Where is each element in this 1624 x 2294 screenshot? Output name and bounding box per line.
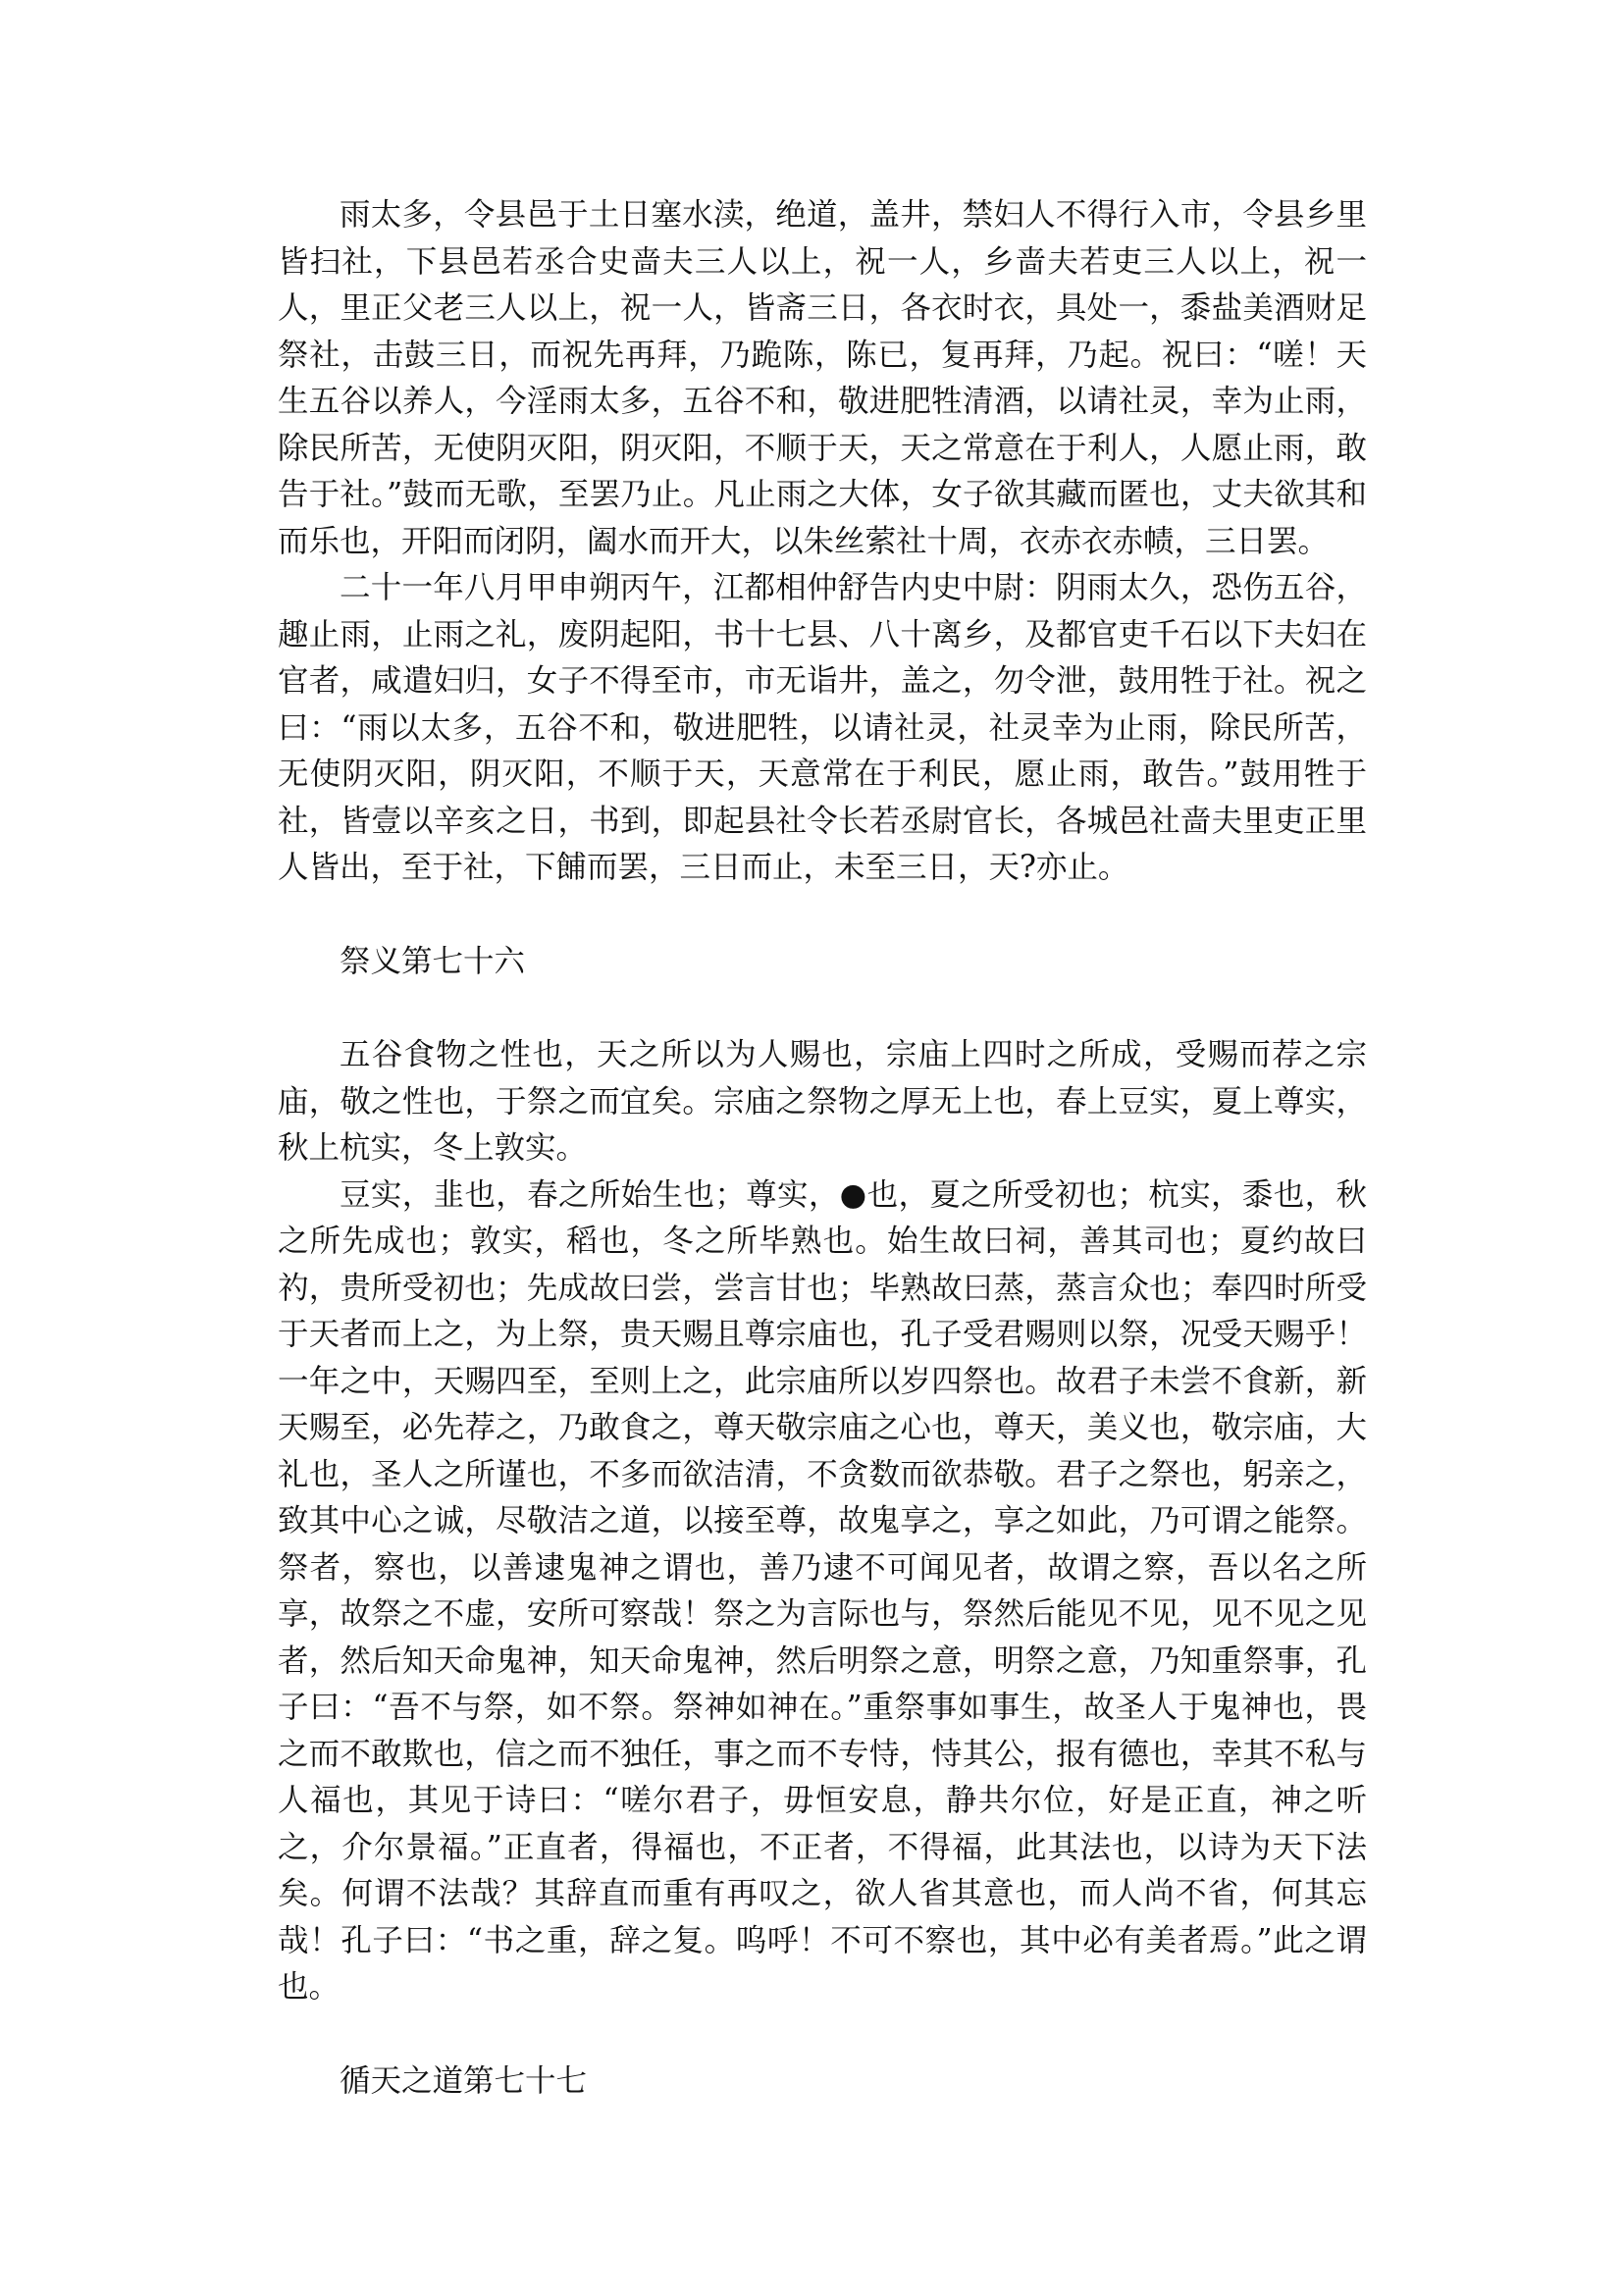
section-gap (278, 892, 1367, 939)
section-heading-xuntian: 循天之道第七十七 (340, 2062, 588, 2099)
paragraph-jiyi-1: 五谷食物之性也，天之所以为人赐也，宗庙上四时之所成，受赐而荐之宗庙，敬之性也，于祭之而宜矣。宗庙之祭物之厚无上也，春上豆实，夏上尊实，秋上杭实，冬上敦实。 (278, 1037, 1367, 1166)
paragraph-rain-stop-1: 雨太多，令县邑于土日塞水渎，绝道，盖井，禁妇人不得行入市，令县乡里皆扫社，下县邑若丞合史啬夫三人以上，祝一人，乡啬夫若吏三人以上，祝一人，里正父老三人以上，祝一人，皆斋三日，各衣时衣，具处一，黍盐美酒财足祭社，击鼓三日，而祝先再拜，乃跪陈，陈已，复再拜，乃起。祝曰：“嗟！天生五谷以养人，今淫雨太多，五谷不和，敬进肥牲清酒，以请社灵，幸为止雨，除民所苦，无使阴灭阳，阴灭阳，不顺于天，天之常意在于利人，人愿止雨，敢告于社。”鼓而无歌，至罢乃止。凡止雨之大体，女子欲其藏而匿也，丈夫欲其和而乐也，开阳而闭阴，阖水而开大，以朱丝萦社十周，衣赤衣赤帻，三日罢。 (278, 197, 1367, 559)
section-gap (278, 2011, 1367, 2059)
paragraph-rain-stop-2: 二十一年八月甲申朔丙午，江都相仲舒告内史中尉：阴雨太久，恐伤五谷，趣止雨，止雨之礼，废阴起阳，书十七县、八十离乡，及都官吏千石以下夫妇在官者，咸遣妇归，女子不得至市，市无诣井，盖之，勿令泄，鼓用牲于社。祝之曰：“雨以太多，五谷不和，敬进肥牲，以请社灵，社灵幸为止雨，除民所苦，无使阴灭阳，阴灭阳，不顺于天，天意常在于利民，愿止雨，敢告。”鼓用牲于社，皆壹以辛亥之日，书到，即起县社令长若丞尉官长，各城邑社啬夫里吏正里人皆出，至于社，下餔而罢，三日而止，未至三日，天?亦止。 (278, 570, 1367, 885)
section-heading-jiyi: 祭义第七十六 (340, 943, 526, 979)
document-page (278, 192, 1367, 2105)
section-gap (278, 985, 1367, 1032)
paragraph-jiyi-2: 豆实，韭也，春之所始生也；尊实，●也，夏之所受初也；杭实，黍也，秋之所先成也；敦实，稻也，冬之所毕熟也。始生故曰祠，善其司也；夏约故曰礿，贵所受初也；先成故曰尝，尝言甘也；毕熟故曰蒸，蒸言众也；奉四时所受于天者而上之，为上祭，贵天赐且尊宗庙也，孔子受君赐则以祭，况受天赐乎！一年之中，天赐四至，至则上之，此宗庙所以岁四祭也。故君子未尝不食新，新天赐至，必先荐之，乃敢食之，尊天敬宗庙之心也，尊天，美义也，敬宗庙，大礼也，圣人之所谨也，不多而欲洁清，不贪数而欲恭敬。君子之祭也，躬亲之，致其中心之诚，尽敬洁之道，以接至尊，故鬼享之，享之如此，乃可谓之能祭。祭者，察也，以善逮鬼神之谓也，善乃逮不可闻见者，故谓之察，吾以名之所享，故祭之不虚，安所可察哉！祭之为言际也与，祭然后能见不见，见不见之见者，然后知天命鬼神，知天命鬼神，然后明祭之意，明祭之意，乃知重祭事，孔子曰：“吾不与祭，如不祭。祭神如神在。”重祭事如事生，故圣人于鬼神也，畏之而不敢欺也，信之而不独任，事之而不专恃，恃其公，报有德也，幸其不私与人福也，其见于诗曰：“嗟尔君子，毋恒安息，静共尔位，好是正直，神之听之，介尔景福。”正直者，得福也，不正者，不得福，此其法也，以诗为天下法矣。何谓不法哉？其辞直而重有再叹之，欲人省其意也，而人尚不省，何其忘哉！孔子曰：“书之重，辞之复。呜呼！不可不察也，其中必有美者焉。”此之谓也。 (278, 1176, 1367, 2005)
